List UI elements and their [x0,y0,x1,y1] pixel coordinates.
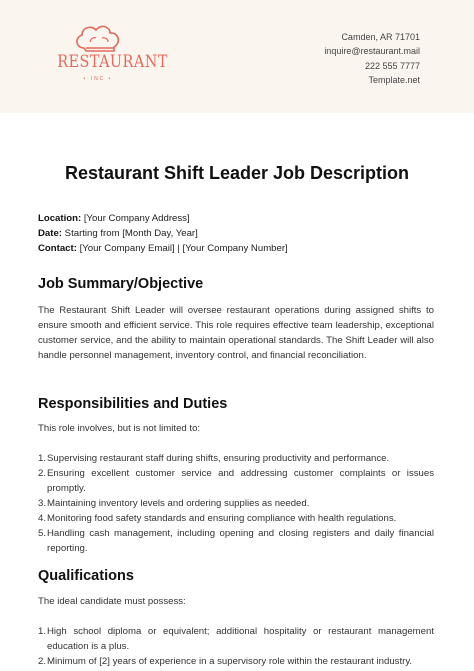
list-item: 3. Maintaining inventory levels and ordering supplies as needed. [38,498,310,509]
logo-sub-text: • INC • [83,76,113,82]
qualifications-list [38,624,434,669]
company-phone: 222 555 7777 [364,60,420,71]
list-item: 1. Supervising restaurant staff during shifts, ensuring productivity and performance. [38,453,390,464]
responsibilities-list [38,451,434,556]
qualifications-heading: Qualifications [38,568,134,584]
company-contact-info [324,30,420,87]
document-title: Restaurant Shift Leader Job Description [64,163,410,183]
list-item: 1. High school diploma or equivalent; additional hospitality or restaurant management education is a plus. [38,626,434,652]
summary-text: The Restaurant Shift Leader will oversee restaurant operations during assigned shifts to ensure smooth and efficient service. This role requires effective team leadership, exceptional customer service, and the ability to maintain operational standards. The Shift Leader will also handle personnel management, inventory control, and financial reconciliation. [38,305,434,361]
responsibilities-intro: This role involves, but is not limited to: [38,423,201,434]
list-item: 2. Minimum of [2] years of experience in a supervisory role within the restaurant industry. [38,656,413,667]
responsibilities-heading: Responsibilities and Duties [38,396,228,412]
meta-location: Location: [Your Company Address] [38,213,190,224]
meta-contact: Contact: [Your Company Email] | [Your Company Number] [38,243,288,254]
document-header [0,0,474,113]
restaurant-logo [50,18,168,98]
list-item: 2. Ensuring excellent customer service and addressing customer complaints or issues promptly. [38,468,434,494]
list-item: 5. Handling cash management, including opening and closing registers and daily financial reporting. [38,528,434,554]
company-address: Camden, AR 71701 [341,32,420,42]
list-item: 4. Monitoring food safety standards and ensuring compliance with health regulations. [38,513,397,524]
summary-heading: Job Summary/Objective [38,276,204,292]
logo-brand-text: RESTAURANT [57,52,168,72]
job-meta [38,211,288,256]
meta-date: Date: Starting from [Month Day, Year] [38,228,198,239]
qualifications-intro: The ideal candidate must possess: [38,596,186,607]
company-email: inquire@restaurant.mail [324,46,420,57]
company-website: Template.net [368,74,420,85]
